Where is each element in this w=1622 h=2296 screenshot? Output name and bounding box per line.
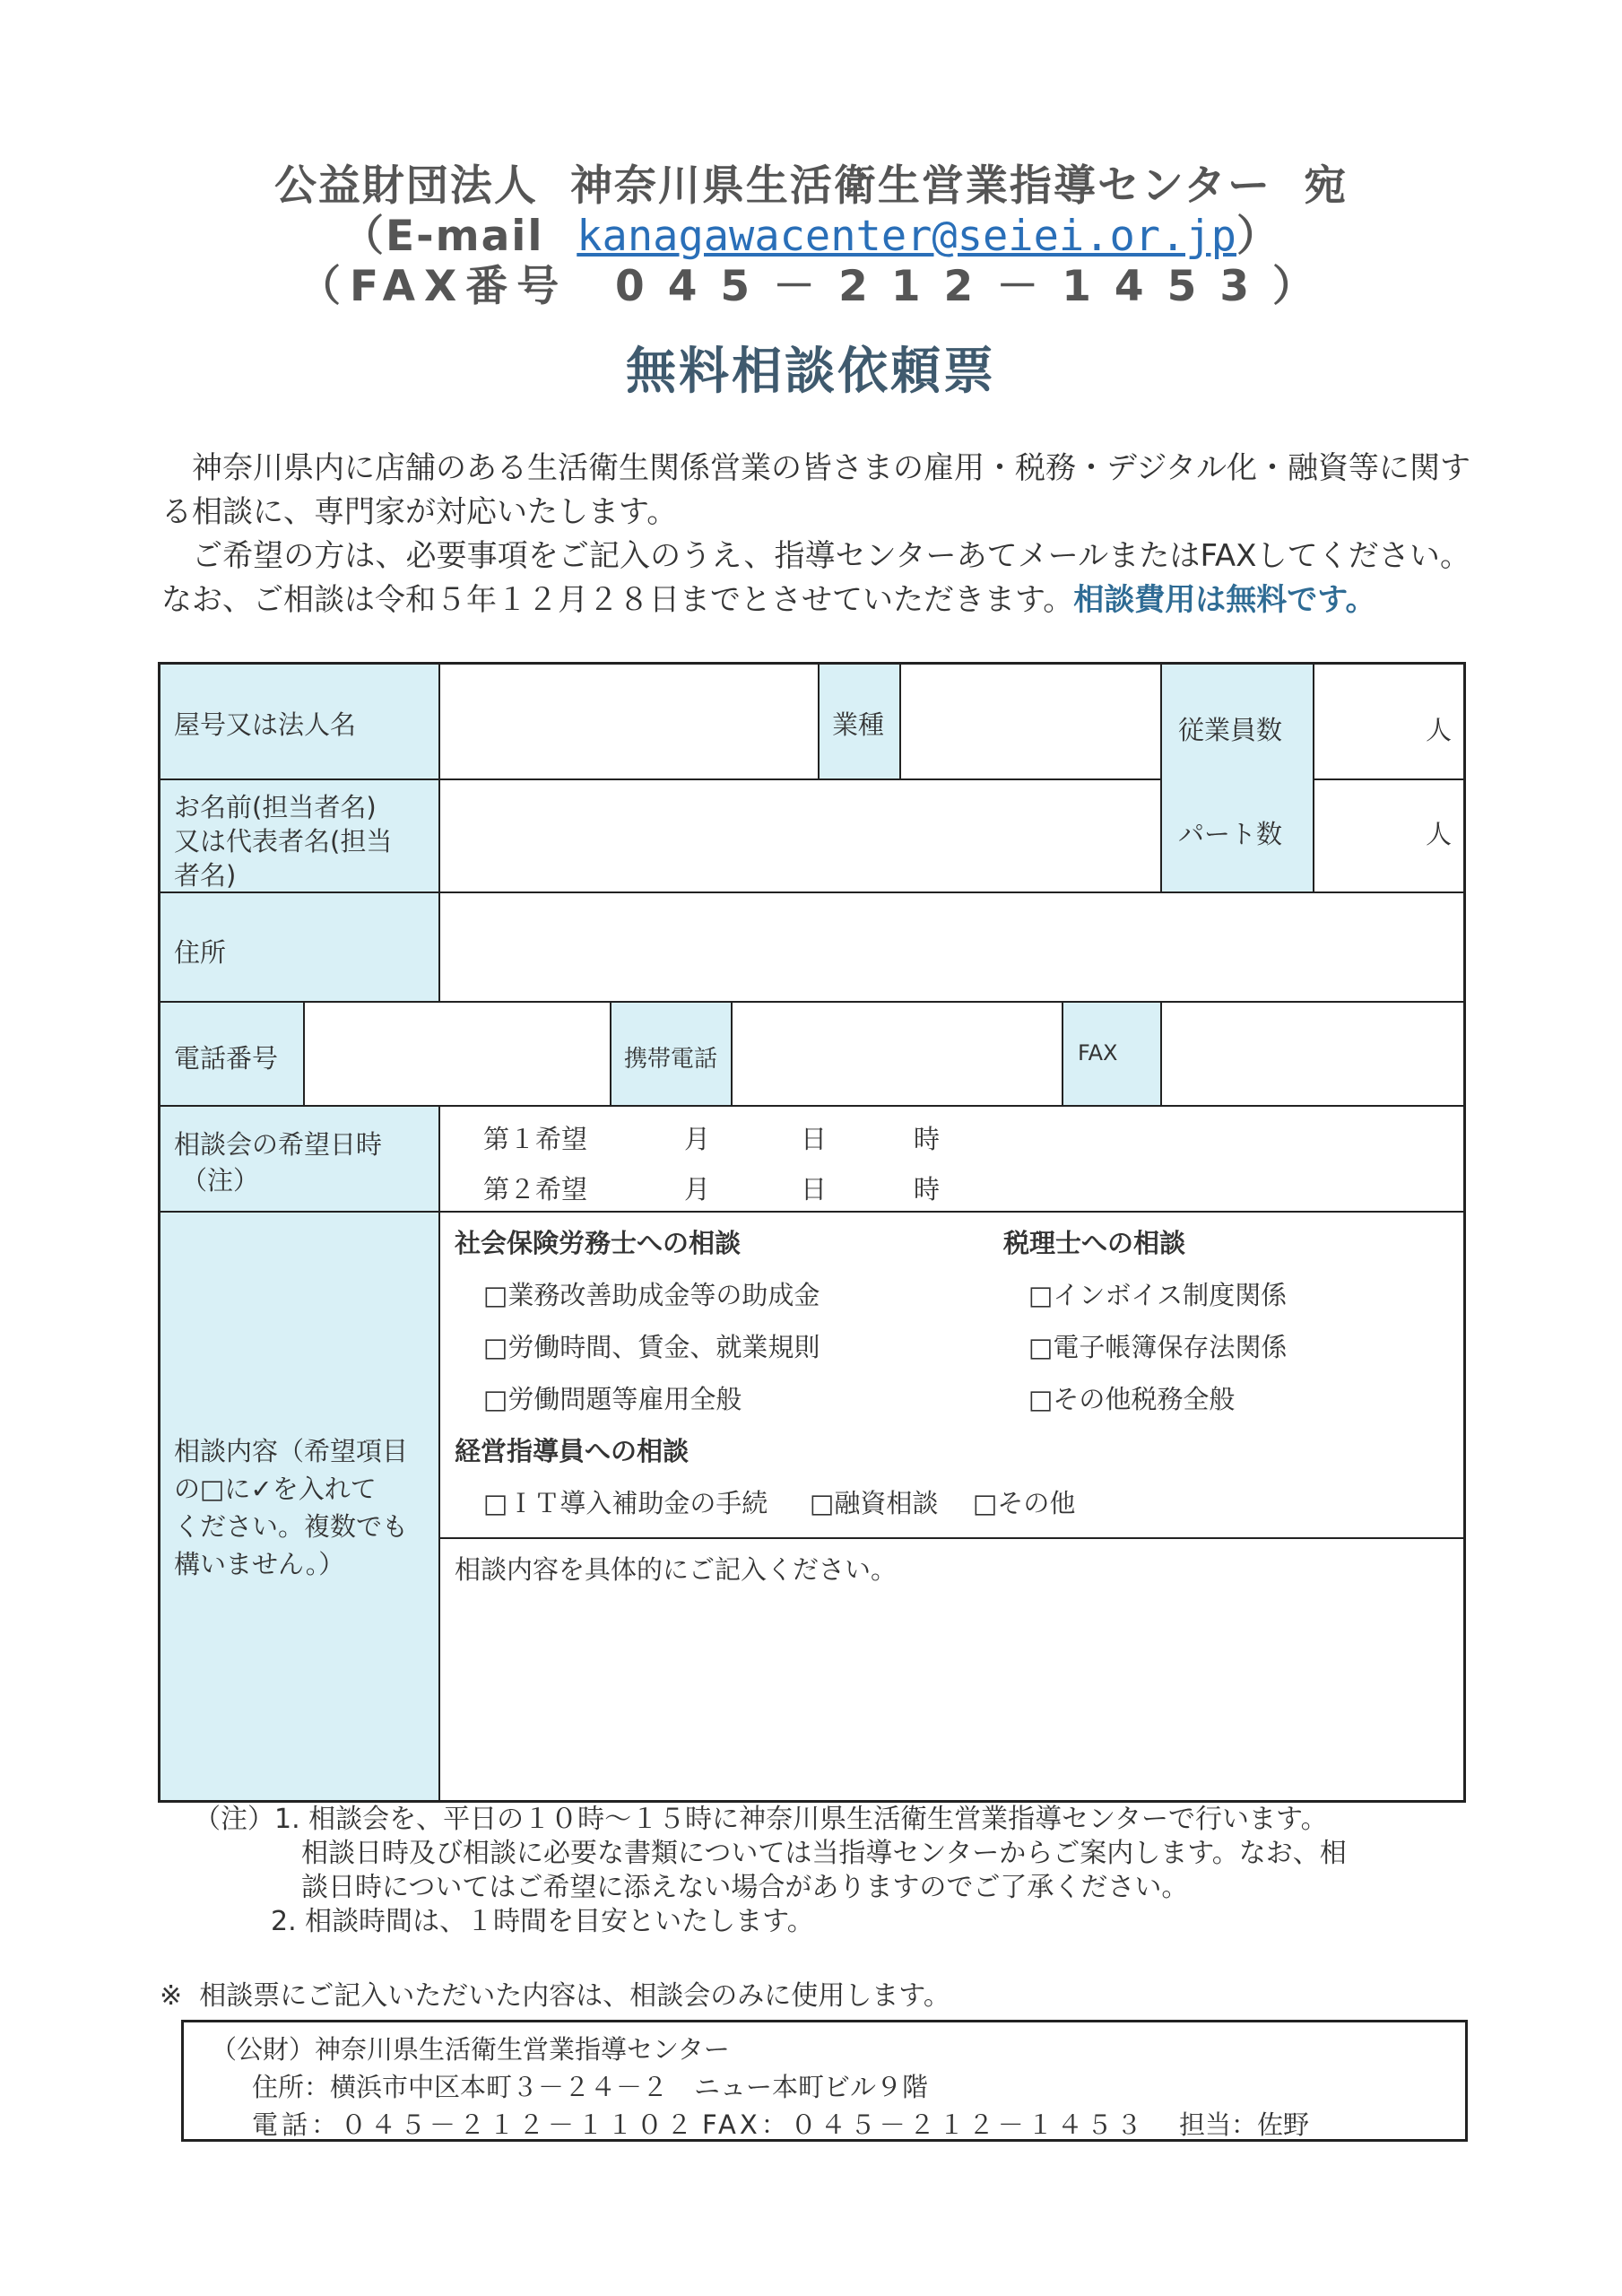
note-1 <box>194 1803 1476 1837</box>
notes <box>194 1803 1476 1939</box>
date-label-1: 相談会の希望日時 <box>174 1129 383 1160</box>
email-link[interactable]: kanagawacenter@seiei.or.jp <box>577 212 1236 261</box>
fax-close: ） <box>1272 262 1324 311</box>
fax-field-label: FAX <box>1078 1040 1118 1065</box>
checkbox-other[interactable]: □その他 <box>973 1488 1076 1518</box>
zeirishi-heading: 税理士への相談 <box>1003 1228 1186 1258</box>
email-label: （E-mail <box>342 212 544 261</box>
address-label: 住所 <box>174 937 227 968</box>
mobile-label: 携帯電話 <box>624 1046 718 1073</box>
footer-fax: FAX：０４５－２１２－１４５３ <box>702 2109 1146 2140</box>
checkbox-invoice[interactable]: □インボイス制度関係 <box>1028 1280 1288 1310</box>
fax-label: （FAX番号 <box>298 262 568 311</box>
employees-unit: 人 <box>1425 715 1452 745</box>
part-time-label: パート数 <box>1178 819 1283 849</box>
date-label-2: （注） <box>181 1165 260 1196</box>
fax-field[interactable] <box>1160 1001 1466 1107</box>
employees-label: 従業員数 <box>1178 715 1283 745</box>
consultation-options <box>438 1211 1466 1539</box>
mobile-field[interactable] <box>731 1001 1063 1107</box>
content-label-1: 相談内容（希望項目 <box>174 1436 409 1466</box>
contact-name-label-1: お名前(担当者名) <box>174 792 377 822</box>
fax-line <box>0 253 1622 313</box>
contact-name-field[interactable] <box>438 778 1162 893</box>
fax-label-cell <box>1062 1001 1162 1107</box>
employee-label-cell <box>1160 662 1314 893</box>
usage-text: 相談票にご記入いただいた内容は、相談会のみに使用します。 <box>199 1980 950 2012</box>
checkbox-labor-issues[interactable]: □労働問題等雇用全般 <box>483 1384 742 1414</box>
consultation-detail-field[interactable] <box>438 1537 1466 1803</box>
contact-name-label-cell <box>158 778 440 893</box>
intro-paragraph-2 <box>161 535 1470 622</box>
preference-2-day: 日 <box>801 1174 828 1205</box>
content-label-2: の□に✓を入れて <box>174 1474 377 1504</box>
part-time-field[interactable] <box>1313 778 1466 893</box>
free-of-charge-note: 相談費用は無料です。 <box>1073 582 1376 618</box>
checkbox-e-books[interactable]: □電子帳簿保存法関係 <box>1028 1332 1288 1362</box>
addressee-name: 神奈川県生活衛生営業指導センター <box>569 161 1272 211</box>
footer-phone: 電話：０４５－２１２－１１０２ <box>252 2109 697 2140</box>
contact-name-label-3: 者名) <box>174 860 237 891</box>
checkbox-working-hours[interactable]: □労働時間、賃金、就業規則 <box>483 1332 820 1362</box>
preference-1-day: 日 <box>801 1124 828 1154</box>
date-field[interactable] <box>438 1105 1466 1213</box>
checkbox-subsidy[interactable]: □業務改善助成金等の助成金 <box>483 1280 820 1310</box>
addressee-org: 公益財団法人 <box>273 161 538 211</box>
note-2-mark: 2. <box>271 1906 297 1937</box>
usage-mark: ※ <box>160 1980 183 2012</box>
content-label-4: 構いません。） <box>174 1549 345 1579</box>
business-name-label-cell <box>158 662 440 780</box>
industry-label: 業種 <box>832 709 885 740</box>
preference-2-month: 月 <box>684 1174 711 1205</box>
email-close: ） <box>1236 212 1280 261</box>
footer-org: （公財）神奈川県生活衛生営業指導センター <box>211 2034 730 2065</box>
fax-number: 045－212－1453 <box>615 262 1273 311</box>
phone-label-cell <box>158 1001 305 1107</box>
intro-paragraph-2-text: ご希望の方は、必要事項をご記入のうえ、指導センターあてメールまたはFAXしてください。なお、ご相談は令和５年１２月２８日までとさせていただきます。 <box>161 538 1470 618</box>
note-1-line-2: 相談日時及び相談に必要な書類については当指導センターからご案内します。なお、相 <box>301 1838 1347 1869</box>
date-label-cell <box>158 1105 440 1213</box>
footer-address: 住所：横浜市中区本町３－２４－２ ニュー本町ビル９階 <box>252 2072 929 2102</box>
intro-paragraph-1: 神奈川県内に店舗のある生活衛生関係営業の皆さまの雇用・税務・デジタル化・融資等に関する相談に、専門家が対応いたします。 <box>161 450 1470 530</box>
content-label-cell <box>158 1211 440 1803</box>
note-1-mark: （注）1. <box>194 1804 300 1835</box>
note-1-line-3: 談日時についてはご希望に添えない場合がありますのでご了承ください。 <box>301 1872 1189 1903</box>
footer-staff: 担当：佐野 <box>1179 2109 1310 2140</box>
contact-name-label-2: 又は代表者名(担当 <box>174 826 393 857</box>
business-name-label: 屋号又は法人名 <box>174 709 357 740</box>
industry-label-cell <box>818 662 901 780</box>
keiei-heading: 経営指導員への相談 <box>455 1436 690 1466</box>
usage-note <box>160 1973 950 2013</box>
preference-1-month: 月 <box>684 1124 711 1154</box>
mobile-label-cell <box>610 1001 733 1107</box>
phone-label: 電話番号 <box>174 1043 279 1074</box>
checkbox-it-subsidy[interactable]: □ＩＴ導入補助金の手続 <box>483 1488 768 1518</box>
note-1-line-1: 相談会を、平日の１０時～１５時に神奈川県生活衛生営業指導センターで行います。 <box>308 1804 1328 1835</box>
addressee-suffix: 宛 <box>1304 161 1349 211</box>
sharoshi-heading: 社会保険労務士への相談 <box>455 1228 742 1258</box>
phone-field[interactable] <box>303 1001 612 1107</box>
note-2 <box>194 1905 1476 1939</box>
business-name-field[interactable] <box>438 662 820 780</box>
preference-1-hour: 時 <box>914 1124 941 1154</box>
contact-box <box>181 2020 1468 2142</box>
preference-1-label: 第１希望 <box>483 1124 588 1154</box>
content-label-3: ください。複数でも <box>174 1511 409 1542</box>
employees-field[interactable] <box>1313 662 1466 780</box>
address-label-cell <box>158 891 440 1003</box>
form-title: 無料相談依頼票 <box>626 343 996 401</box>
part-time-unit: 人 <box>1425 819 1452 849</box>
checkbox-other-tax[interactable]: □その他税務全般 <box>1028 1384 1236 1414</box>
note-2-line: 相談時間は、１時間を目安といたします。 <box>305 1906 814 1937</box>
detail-prompt: 相談内容を具体的にご記入ください。 <box>455 1554 898 1585</box>
checkbox-financing[interactable]: □融資相談 <box>810 1488 939 1518</box>
address-field[interactable] <box>438 891 1466 1003</box>
preference-2-label: 第２希望 <box>483 1174 588 1205</box>
industry-field[interactable] <box>899 662 1162 780</box>
intro-text <box>161 447 1470 622</box>
preference-2-hour: 時 <box>914 1174 941 1205</box>
